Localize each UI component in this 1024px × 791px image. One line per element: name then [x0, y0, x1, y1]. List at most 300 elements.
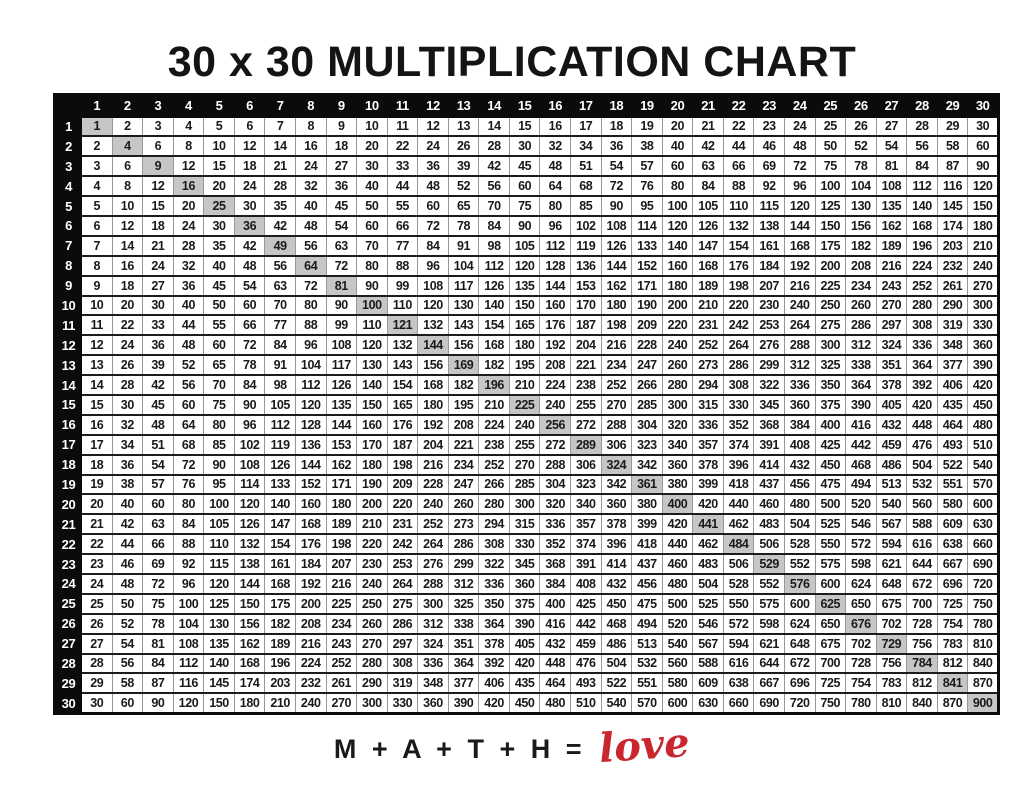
table-cell: 184 [754, 256, 785, 276]
table-cell: 504 [693, 574, 724, 594]
table-cell: 15 [82, 395, 113, 415]
table-row-19 [55, 475, 999, 495]
table-cell: 270 [601, 395, 632, 415]
table-cell: 448 [540, 654, 571, 674]
table-cell: 16 [540, 117, 571, 137]
table-cell: 168 [418, 375, 449, 395]
table-cell: 171 [632, 276, 663, 296]
table-cell: 189 [265, 634, 296, 654]
table-cell: 234 [601, 355, 632, 375]
table-cell: 120 [295, 395, 326, 415]
table-cell: 567 [693, 634, 724, 654]
table-cell: 95 [204, 475, 235, 495]
table-cell: 30 [82, 693, 113, 713]
table-cell: 154 [387, 375, 418, 395]
table-cell: 60 [143, 494, 174, 514]
table-cell: 28 [907, 117, 938, 137]
row-header-6: 6 [55, 216, 82, 236]
table-cell: 8 [295, 117, 326, 137]
table-cell: 2 [112, 117, 143, 137]
table-cell: 126 [234, 514, 265, 534]
table-cell: 224 [295, 654, 326, 674]
table-cell: 168 [265, 574, 296, 594]
table-cell: 192 [418, 415, 449, 435]
table-cell: 196 [265, 654, 296, 674]
table-cell: 442 [846, 435, 877, 455]
table-cell: 69 [754, 156, 785, 176]
table-cell: 170 [357, 435, 388, 455]
table-cell: 243 [876, 276, 907, 296]
table-cell: 70 [265, 296, 296, 316]
table-cell: 63 [143, 514, 174, 534]
table-cell: 162 [876, 216, 907, 236]
table-cell: 588 [693, 654, 724, 674]
table-cell: 300 [815, 335, 846, 355]
table-cell: 204 [418, 435, 449, 455]
table-cell: 39 [143, 355, 174, 375]
table-cell: 156 [846, 216, 877, 236]
table-cell: 140 [662, 236, 693, 256]
table-cell: 88 [295, 315, 326, 335]
table-cell: 228 [418, 475, 449, 495]
table-cell: 81 [143, 634, 174, 654]
table-cell: 198 [601, 315, 632, 335]
table-cell: 510 [968, 435, 999, 455]
table-body [55, 117, 999, 714]
table-cell: 418 [723, 475, 754, 495]
table-cell: 286 [723, 355, 754, 375]
table-cell: 729 [876, 634, 907, 654]
table-cell: 210 [968, 236, 999, 256]
table-cell: 144 [234, 574, 265, 594]
table-cell: 57 [632, 156, 663, 176]
table-cell: 297 [876, 315, 907, 335]
table-cell: 84 [693, 176, 724, 196]
table-cell: 168 [295, 514, 326, 534]
table-cell: 232 [937, 256, 968, 276]
table-cell: 475 [815, 475, 846, 495]
table-cell: 119 [571, 236, 602, 256]
col-header-8: 8 [295, 95, 326, 117]
table-cell: 260 [662, 355, 693, 375]
table-cell: 96 [295, 335, 326, 355]
table-cell: 51 [143, 435, 174, 455]
table-cell: 364 [907, 355, 938, 375]
table-cell: 98 [479, 236, 510, 256]
table-cell: 135 [876, 196, 907, 216]
table-cell: 532 [907, 475, 938, 495]
table-cell: 288 [784, 335, 815, 355]
table-cell: 588 [907, 514, 938, 534]
table-cell: 133 [632, 236, 663, 256]
table-cell: 252 [907, 276, 938, 296]
table-cell: 182 [448, 375, 479, 395]
table-cell: 391 [754, 435, 785, 455]
table-cell: 63 [326, 236, 357, 256]
table-cell: 240 [357, 574, 388, 594]
table-cell: 6 [234, 117, 265, 137]
table-header [55, 95, 999, 117]
table-cell: 525 [693, 594, 724, 614]
table-cell: 270 [968, 276, 999, 296]
table-cell: 150 [968, 196, 999, 216]
table-cell: 32 [540, 136, 571, 156]
table-cell: 65 [204, 355, 235, 375]
table-cell: 493 [571, 673, 602, 693]
table-cell: 696 [937, 574, 968, 594]
table-cell: 234 [448, 455, 479, 475]
table-cell: 506 [723, 554, 754, 574]
row-header-4: 4 [55, 176, 82, 196]
table-cell: 255 [571, 395, 602, 415]
row-header-27: 27 [55, 634, 82, 654]
table-cell: 230 [357, 554, 388, 574]
table-cell: 26 [846, 117, 877, 137]
table-cell: 24 [234, 176, 265, 196]
table-cell: 360 [509, 574, 540, 594]
table-row-26 [55, 614, 999, 634]
table-cell: 323 [571, 475, 602, 495]
table-cell: 48 [784, 136, 815, 156]
table-cell: 195 [509, 355, 540, 375]
table-cell: 435 [509, 673, 540, 693]
table-cell: 522 [601, 673, 632, 693]
table-cell: 144 [418, 335, 449, 355]
table-cell: 513 [632, 634, 663, 654]
table-cell: 644 [754, 654, 785, 674]
table-cell: 315 [509, 514, 540, 534]
col-header-16: 16 [540, 95, 571, 117]
col-header-25: 25 [815, 95, 846, 117]
table-cell: 180 [357, 455, 388, 475]
table-cell: 812 [907, 673, 938, 693]
table-cell: 108 [326, 335, 357, 355]
table-row-9 [55, 276, 999, 296]
table-cell: 11 [82, 315, 113, 335]
table-cell: 44 [387, 176, 418, 196]
table-cell: 45 [204, 276, 235, 296]
table-cell: 81 [876, 156, 907, 176]
table-cell: 44 [173, 315, 204, 335]
col-header-15: 15 [509, 95, 540, 117]
table-row-4 [55, 176, 999, 196]
table-cell: 161 [265, 554, 296, 574]
table-cell: 529 [754, 554, 785, 574]
table-cell: 576 [784, 574, 815, 594]
table-cell: 180 [662, 276, 693, 296]
table-cell: 150 [204, 693, 235, 713]
table-cell: 144 [295, 455, 326, 475]
table-cell: 272 [540, 435, 571, 455]
col-header-28: 28 [907, 95, 938, 117]
table-cell: 56 [112, 654, 143, 674]
table-cell: 675 [876, 594, 907, 614]
table-cell: 3 [143, 117, 174, 137]
table-cell: 72 [143, 574, 174, 594]
table-cell: 8 [112, 176, 143, 196]
row-header-28: 28 [55, 654, 82, 674]
table-cell: 299 [448, 554, 479, 574]
table-row-22 [55, 534, 999, 554]
table-cell: 840 [968, 654, 999, 674]
table-cell: 120 [509, 256, 540, 276]
table-cell: 230 [754, 296, 785, 316]
table-row-16 [55, 415, 999, 435]
table-cell: 7 [265, 117, 296, 137]
table-cell: 153 [571, 276, 602, 296]
table-cell: 180 [418, 395, 449, 415]
col-header-4: 4 [173, 95, 204, 117]
table-cell: 690 [968, 554, 999, 574]
table-cell: 176 [295, 534, 326, 554]
table-cell: 406 [937, 375, 968, 395]
table-cell: 22 [82, 534, 113, 554]
table-cell: 48 [112, 574, 143, 594]
table-cell: 696 [784, 673, 815, 693]
table-cell: 84 [418, 236, 449, 256]
table-cell: 168 [693, 256, 724, 276]
table-cell: 45 [143, 395, 174, 415]
table-cell: 493 [937, 435, 968, 455]
table-cell: 152 [295, 475, 326, 495]
table-cell: 308 [479, 534, 510, 554]
table-cell: 90 [204, 455, 235, 475]
table-cell: 54 [234, 276, 265, 296]
table-cell: 48 [143, 415, 174, 435]
table-cell: 144 [326, 415, 357, 435]
table-cell: 200 [295, 594, 326, 614]
table-cell: 6 [82, 216, 113, 236]
table-cell: 110 [387, 296, 418, 316]
table-cell: 750 [815, 693, 846, 713]
table-cell: 60 [112, 693, 143, 713]
row-header-22: 22 [55, 534, 82, 554]
table-cell: 486 [601, 634, 632, 654]
table-cell: 117 [326, 355, 357, 375]
table-cell: 572 [846, 534, 877, 554]
table-cell: 207 [754, 276, 785, 296]
table-cell: 15 [509, 117, 540, 137]
table-cell: 273 [693, 355, 724, 375]
table-cell: 12 [82, 335, 113, 355]
table-cell: 203 [265, 673, 296, 693]
table-cell: 240 [968, 256, 999, 276]
table-cell: 104 [173, 614, 204, 634]
table-cell: 180 [234, 693, 265, 713]
table-cell: 20 [82, 494, 113, 514]
table-cell: 288 [540, 455, 571, 475]
table-cell: 204 [571, 335, 602, 355]
table-cell: 180 [509, 335, 540, 355]
math-equation-text: M + A + T + H = [333, 734, 586, 764]
table-cell: 810 [968, 634, 999, 654]
table-cell: 105 [509, 236, 540, 256]
table-cell: 184 [295, 554, 326, 574]
col-header-17: 17 [571, 95, 602, 117]
table-cell: 624 [784, 614, 815, 634]
table-cell: 120 [968, 176, 999, 196]
table-cell: 325 [448, 594, 479, 614]
table-cell: 12 [234, 136, 265, 156]
table-cell: 88 [173, 534, 204, 554]
table-cell: 399 [632, 514, 663, 534]
table-cell: 384 [784, 415, 815, 435]
table-cell: 28 [479, 136, 510, 156]
table-cell: 90 [143, 693, 174, 713]
row-header-2: 2 [55, 136, 82, 156]
table-cell: 5 [82, 196, 113, 216]
table-cell: 80 [662, 176, 693, 196]
row-header-18: 18 [55, 455, 82, 475]
table-cell: 195 [448, 395, 479, 415]
table-cell: 21 [82, 514, 113, 534]
table-cell: 54 [112, 634, 143, 654]
row-header-9: 9 [55, 276, 82, 296]
col-header-10: 10 [357, 95, 388, 117]
table-cell: 126 [326, 375, 357, 395]
table-cell: 104 [448, 256, 479, 276]
table-cell: 375 [815, 395, 846, 415]
table-cell: 64 [295, 256, 326, 276]
table-cell: 238 [479, 435, 510, 455]
table-cell: 441 [693, 514, 724, 534]
table-cell: 216 [418, 455, 449, 475]
table-cell: 72 [601, 176, 632, 196]
table-cell: 570 [632, 693, 663, 713]
table-row-30 [55, 693, 999, 713]
table-cell: 336 [784, 375, 815, 395]
table-cell: 16 [82, 415, 113, 435]
table-cell: 315 [693, 395, 724, 415]
table-cell: 98 [265, 375, 296, 395]
table-cell: 32 [112, 415, 143, 435]
table-cell: 560 [907, 494, 938, 514]
table-cell: 75 [143, 594, 174, 614]
table-cell: 130 [357, 355, 388, 375]
table-cell: 23 [82, 554, 113, 574]
table-cell: 756 [907, 634, 938, 654]
table-cell: 750 [968, 594, 999, 614]
table-cell: 108 [418, 276, 449, 296]
table-cell: 77 [265, 315, 296, 335]
table-cell: 425 [815, 435, 846, 455]
table-cell: 77 [387, 236, 418, 256]
table-cell: 168 [479, 335, 510, 355]
table-cell: 360 [601, 494, 632, 514]
table-row-15 [55, 395, 999, 415]
table-cell: 64 [540, 176, 571, 196]
col-header-20: 20 [662, 95, 693, 117]
table-cell: 350 [479, 594, 510, 614]
table-cell: 50 [204, 296, 235, 316]
table-cell: 224 [907, 256, 938, 276]
table-cell: 506 [754, 534, 785, 554]
table-cell: 462 [723, 514, 754, 534]
table-cell: 600 [784, 594, 815, 614]
table-cell: 476 [571, 654, 602, 674]
table-cell: 144 [601, 256, 632, 276]
table-cell: 152 [632, 256, 663, 276]
table-cell: 85 [571, 196, 602, 216]
table-cell: 285 [509, 475, 540, 495]
table-cell: 4 [112, 136, 143, 156]
table-cell: 116 [173, 673, 204, 693]
table-cell: 30 [968, 117, 999, 137]
table-row-21 [55, 514, 999, 534]
table-cell: 216 [601, 335, 632, 355]
table-cell: 115 [754, 196, 785, 216]
col-header-14: 14 [479, 95, 510, 117]
table-cell: 29 [937, 117, 968, 137]
table-cell: 9 [326, 117, 357, 137]
table-cell: 20 [173, 196, 204, 216]
table-cell: 56 [295, 236, 326, 256]
table-cell: 24 [112, 335, 143, 355]
table-cell: 145 [937, 196, 968, 216]
table-cell: 11 [387, 117, 418, 137]
table-cell: 36 [173, 276, 204, 296]
table-cell: 63 [265, 276, 296, 296]
table-cell: 870 [937, 693, 968, 713]
table-cell: 180 [968, 216, 999, 236]
table-cell: 840 [907, 693, 938, 713]
table-cell: 100 [204, 494, 235, 514]
table-cell: 105 [204, 514, 235, 534]
table-cell: 39 [448, 156, 479, 176]
table-cell: 400 [540, 594, 571, 614]
table-cell: 500 [662, 594, 693, 614]
table-cell: 437 [632, 554, 663, 574]
table-cell: 416 [846, 415, 877, 435]
table-cell: 414 [601, 554, 632, 574]
table-cell: 600 [968, 494, 999, 514]
table-cell: 78 [448, 216, 479, 236]
col-header-22: 22 [723, 95, 754, 117]
table-cell: 138 [754, 216, 785, 236]
table-cell: 121 [387, 315, 418, 335]
table-cell: 420 [907, 395, 938, 415]
table-cell: 598 [846, 554, 877, 574]
table-row-8 [55, 256, 999, 276]
table-cell: 720 [968, 574, 999, 594]
table-cell: 192 [784, 256, 815, 276]
table-cell: 510 [571, 693, 602, 713]
table-cell: 138 [234, 554, 265, 574]
table-cell: 182 [265, 614, 296, 634]
table-cell: 289 [571, 435, 602, 455]
table-cell: 44 [112, 534, 143, 554]
table-cell: 330 [968, 315, 999, 335]
table-cell: 38 [112, 475, 143, 495]
table-cell: 156 [418, 355, 449, 375]
table-cell: 390 [968, 355, 999, 375]
table-cell: 416 [540, 614, 571, 634]
table-cell: 81 [326, 276, 357, 296]
col-header-12: 12 [418, 95, 449, 117]
table-cell: 480 [540, 693, 571, 713]
table-cell: 319 [937, 315, 968, 335]
table-row-27 [55, 634, 999, 654]
table-cell: 200 [815, 256, 846, 276]
row-header-26: 26 [55, 614, 82, 634]
table-cell: 75 [815, 156, 846, 176]
table-cell: 460 [662, 554, 693, 574]
table-cell: 345 [754, 395, 785, 415]
table-cell: 32 [173, 256, 204, 276]
table-cell: 160 [357, 415, 388, 435]
table-cell: 84 [143, 654, 174, 674]
table-cell: 104 [846, 176, 877, 196]
